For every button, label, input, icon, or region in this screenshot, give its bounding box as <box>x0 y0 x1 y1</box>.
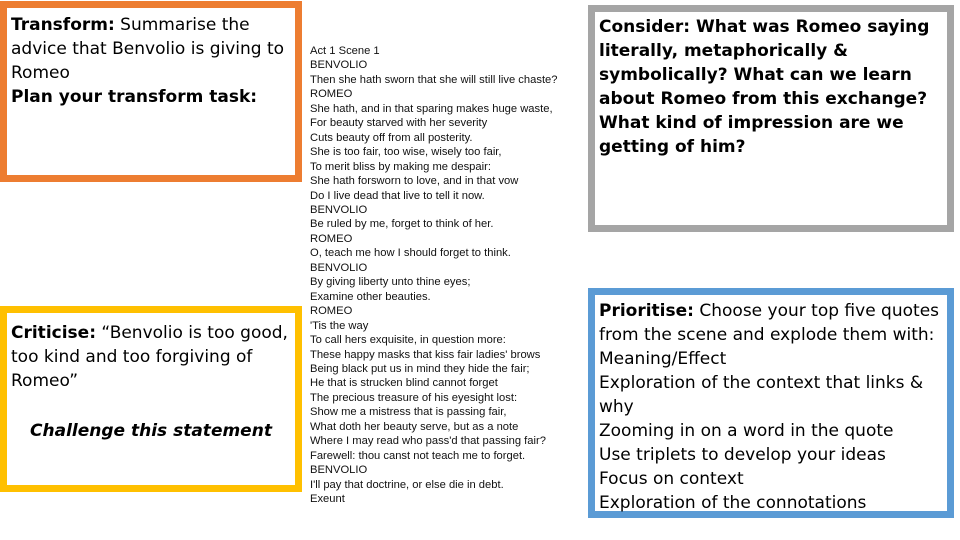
script-line: Farewell: thou canst not teach me to forget. <box>310 449 526 462</box>
script-line: She is too fair, too wise, wisely too fair, <box>310 146 502 159</box>
prioritise-heading: Prioritise: <box>599 301 694 321</box>
script-line: ROMEO <box>310 232 353 245</box>
script-line: BENVOLIO <box>310 261 368 274</box>
criticise-body: “Benvolio is too good, too kind and too forgiving of Romeo” <box>11 323 288 391</box>
prioritise-item: Use triplets to develop your ideas <box>599 445 886 465</box>
criticise-text <box>11 321 291 393</box>
script-line: She hath, and in that sparing makes huge waste, <box>310 102 553 115</box>
script-line: What doth her beauty serve, but as a note <box>310 420 519 433</box>
script-line: The precious treasure of his eyesight lost: <box>310 391 518 404</box>
script-line: Being black put us in mind they hide the fair; <box>310 362 530 375</box>
prioritise-item: Exploration of the context that links & why <box>599 373 924 417</box>
transform-plan: Plan your transform task: <box>11 87 258 107</box>
criticise-box <box>0 306 302 492</box>
script-line: Exeunt <box>310 493 345 506</box>
script-line: ROMEO <box>310 88 353 101</box>
script-line: For beauty starved with her severity <box>310 117 488 130</box>
criticise-challenge: Challenge this statement <box>30 421 272 441</box>
script-line: To merit bliss by making me despair: <box>310 160 491 173</box>
script-line: To call hers exquisite, in question more: <box>310 334 506 347</box>
script-line: He that is strucken blind cannot forget <box>310 377 498 390</box>
transform-body: Summarise the advice that Benvolio is giving to Romeo <box>11 15 285 83</box>
script-line: Be ruled by me, forget to think of her. <box>310 218 494 231</box>
script-line: BENVOLIO <box>310 464 368 477</box>
prioritise-item: Exploration of the connotations <box>599 493 867 513</box>
transform-heading: Transform: <box>11 15 115 35</box>
transform-box <box>0 1 302 182</box>
transform-text <box>11 13 291 85</box>
prioritise-item: Zooming in on a word in the quote <box>599 421 894 441</box>
consider-box <box>588 5 954 232</box>
script-line: I'll pay that doctrine, or else die in debt. <box>310 478 504 491</box>
prioritise-item: Focus on context <box>599 469 744 489</box>
script-line: Where I may read who pass'd that passing fair? <box>310 435 546 448</box>
prioritise-intro <box>599 299 943 347</box>
script-line: She hath forsworn to love, and in that vow <box>310 175 519 188</box>
script-line: BENVOLIO <box>310 203 368 216</box>
script-line: O, teach me how I should forget to think. <box>310 247 511 260</box>
script-line: Act 1 Scene 1 <box>310 45 380 57</box>
script-line: ROMEO <box>310 305 353 318</box>
prioritise-item: Meaning/Effect <box>599 349 727 369</box>
prioritise-body: Choose your top five quotes from the scene and explode them with: <box>599 301 940 345</box>
script-line: Then she hath sworn that she will still live chaste? <box>310 73 558 86</box>
script-line: Do I live dead that live to tell it now. <box>310 189 485 202</box>
script-line: Show me a mistress that is passing fair, <box>310 406 507 419</box>
script-line: Examine other beauties. <box>310 290 431 303</box>
consider-text: Consider: What was Romeo saying literally, metaphorically & symbolically? What can we learn about Romeo from this exchange? What kind of impression are we getting of him? <box>599 17 930 157</box>
script-line: Cuts beauty off from all posterity. <box>310 131 473 144</box>
script-line: These happy masks that kiss fair ladies' brows <box>310 348 541 361</box>
script-line: By giving liberty unto thine eyes; <box>310 276 471 289</box>
script-line: BENVOLIO <box>310 59 368 72</box>
prioritise-box <box>588 288 954 518</box>
script-extract <box>310 44 585 507</box>
script-line: 'Tis the way <box>310 319 369 332</box>
criticise-heading: Criticise: <box>11 323 96 343</box>
